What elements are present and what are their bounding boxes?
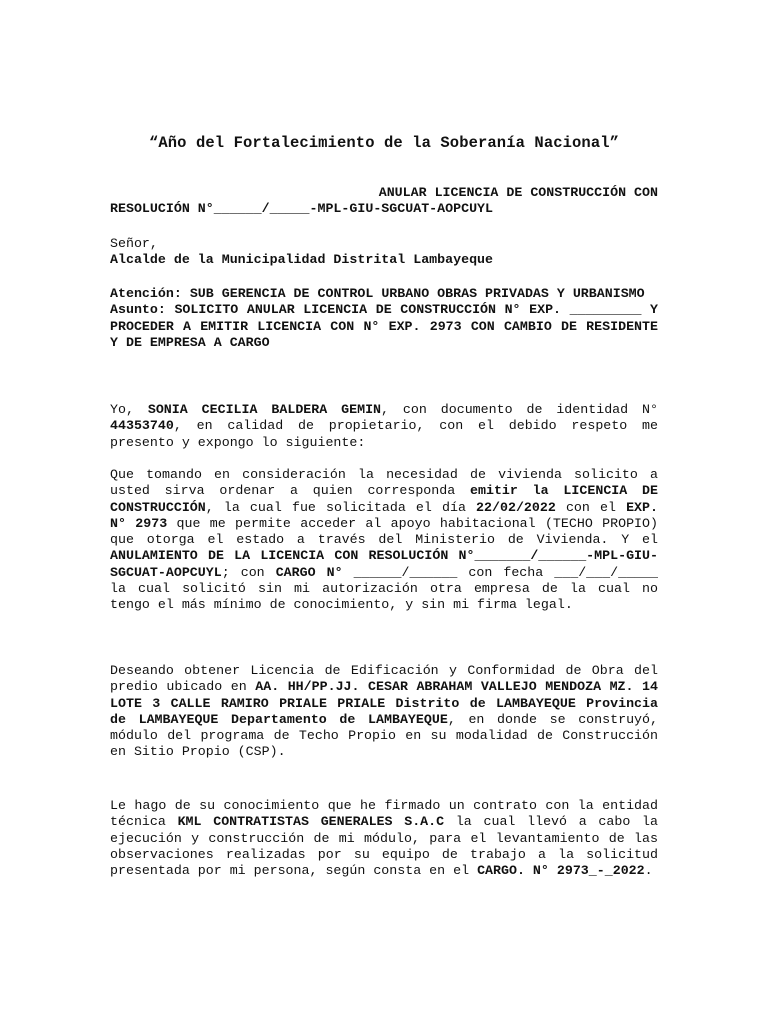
request-date: 22/02/2022 — [476, 499, 556, 515]
property-address: AA. HH/PP.JJ. CESAR ABRAHAM VALLEJO MENDOZA MZ. 14 LOTE 3 CALLE RAMIRO PRIALE PRIALE Distrito de LAMBAYEQUE Provincia de LAMBAYEQUE Departamento de LAMBAYEQUE — [110, 679, 658, 727]
attention-line — [110, 286, 658, 302]
expedient-number: EXP. N° 2973 — [110, 499, 658, 531]
para2-bold-1: emitir la LICENCIA DE CONSTRUCCIÓN — [110, 483, 658, 515]
para2-text-1: Que tomando en consideración la necesidad de vivienda solicito a usted sirva ordenar a quien corresponda — [110, 467, 658, 499]
cargo-label: CARGO N° — [275, 564, 343, 580]
annulment-resolution: ANULAMIENTO DE LA LICENCIA CON RESOLUCIÓN N°_______/______-MPL-GIU-SGCUAT-AOPCUYL — [110, 548, 658, 580]
document-page — [110, 0, 658, 1024]
para2-text-6: ______/______ con fecha ___/___/_____ la cual solicitó sin mi autorización otra empresa de la cual no tengo el más mínimo de conocimiento, y sin mi firma legal. — [110, 564, 658, 613]
subject-label: Asunto: — [110, 302, 166, 318]
para2-text-5: ; con — [221, 564, 276, 580]
document-motto: “Año del Fortalecimiento de la Soberanía Nacional” — [148, 134, 620, 152]
para2-text-4: que me permite acceder al apoyo habitacional (TECHO PROPIO) que otorga el estado a través del Ministerio de Vivienda. Y el — [110, 515, 658, 548]
contractor-name: KML CONTRATISTAS GENERALES S.A.C — [177, 814, 445, 830]
applicant-name: SONIA CECILIA BALDERA GEMIN — [147, 402, 382, 417]
reference-block — [110, 185, 658, 218]
reference-line-2: RESOLUCIÓN N°______/_____-MPL-GIU-SGCUAT-AOPCUYL — [110, 201, 494, 217]
para3-text-2: , en donde se construyó, módulo del programa de Techo Propio en su modalidad de Construcción en Sitio Propio (CSP). — [110, 711, 658, 760]
attention-text: SUB GERENCIA DE CONTROL URBANO OBRAS PRIVADAS Y URBANISMO — [189, 286, 645, 301]
para1-text-3: , en calidad de propietario, con el debido respeto me presento y expongo lo siguiente: — [110, 418, 658, 450]
para4-text-3: . — [644, 863, 653, 879]
subject-text: SOLICITO ANULAR LICENCIA DE CONSTRUCCIÓN N° EXP. _________ Y PROCEDER A EMITIR LICENCIA CON N° EXP. 2973 CON CAMBIO DE RESIDENTE Y DE EMPRESA A CARGO — [110, 302, 658, 350]
para2-text-3: con el — [555, 499, 627, 515]
addressee-block — [110, 236, 658, 269]
para1-text-1: Yo, — [110, 402, 148, 417]
subject-line — [110, 302, 658, 351]
para1-text-2: , con documento de identidad N° — [381, 402, 658, 417]
attention-block — [110, 286, 658, 351]
paragraph-contract — [110, 798, 658, 879]
paragraph-intro — [110, 402, 658, 451]
cargo-reference: CARGO. N° 2973_-_2022 — [477, 863, 645, 879]
salutation: Señor, — [110, 236, 158, 251]
attention-label: Atención: — [110, 286, 182, 301]
reference-line-1: ANULAR LICENCIA DE CONSTRUCCIÓN CON — [378, 185, 658, 200]
para2-text-2: , la cual fue solicitada el día — [205, 499, 477, 515]
paragraph-request — [110, 467, 658, 614]
paragraph-property — [110, 663, 658, 761]
para4-text-1: Le hago de su conocimiento que he firmado un contrato con la entidad técnica — [110, 798, 658, 830]
applicant-dni: 44353740 — [110, 418, 174, 434]
addressee-name: Alcalde de la Municipalidad Distrital Lambayeque — [110, 252, 494, 268]
para4-text-2: la cual llevó a cabo la ejecución y construcción de mi módulo, para el levantamiento de las observaciones realizadas por su equipo de trabajo a la solicitud presentada por mi persona, según consta en el — [110, 814, 658, 879]
para3-text-1: Deseando obtener Licencia de Edificación y Conformidad de Obra del predio ubicado en — [110, 663, 658, 695]
